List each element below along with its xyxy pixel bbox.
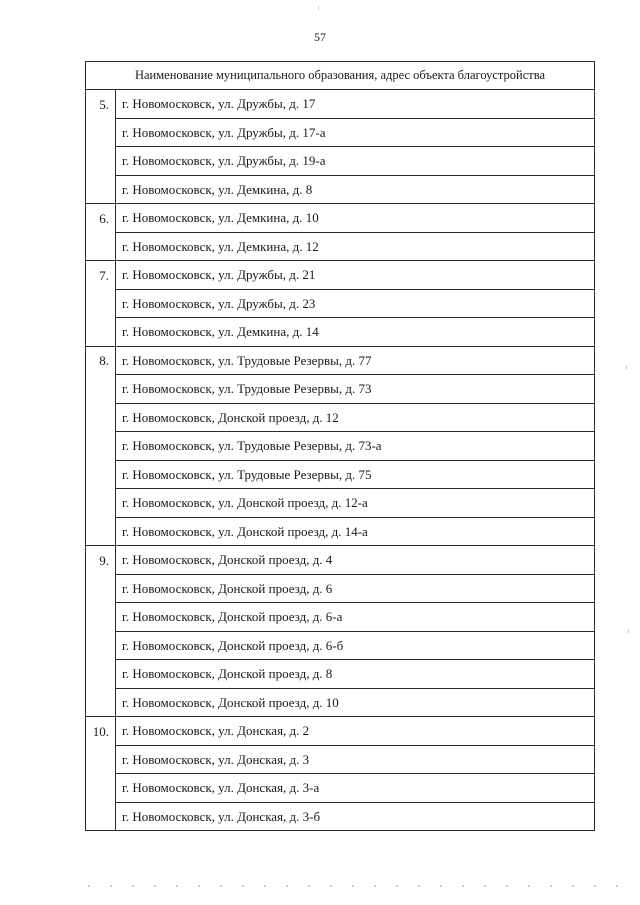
address-table bbox=[85, 61, 595, 831]
table-header: Наименование муниципального образования, адрес объекта благоустройства bbox=[86, 62, 595, 90]
group-number bbox=[86, 403, 116, 432]
address-cell: г. Новомосковск, ул. Дружбы, д. 19-а bbox=[116, 147, 595, 176]
scan-speck bbox=[318, 6, 319, 10]
group-number bbox=[86, 631, 116, 660]
group-number bbox=[86, 147, 116, 176]
address-cell: г. Новомосковск, ул. Донской проезд, д. 12-а bbox=[116, 489, 595, 518]
address-cell: г. Новомосковск, ул. Дружбы, д. 17-а bbox=[116, 118, 595, 147]
group-number: 7. bbox=[86, 261, 116, 290]
table-row bbox=[86, 745, 595, 774]
group-number: 5. bbox=[86, 90, 116, 119]
group-number: 10. bbox=[86, 717, 116, 746]
address-cell: г. Новомосковск, ул. Донская, д. 3-б bbox=[116, 802, 595, 831]
address-cell: г. Новомосковск, ул. Донской проезд, д. 14-а bbox=[116, 517, 595, 546]
address-cell: г. Новомосковск, ул. Демкина, д. 8 bbox=[116, 175, 595, 204]
table-row bbox=[86, 802, 595, 831]
table-row bbox=[86, 717, 595, 746]
group-number bbox=[86, 118, 116, 147]
address-cell: г. Новомосковск, ул. Донская, д. 3 bbox=[116, 745, 595, 774]
address-cell: г. Новомосковск, Донской проезд, д. 8 bbox=[116, 660, 595, 689]
address-cell: г. Новомосковск, Донской проезд, д. 6-б bbox=[116, 631, 595, 660]
table-row bbox=[86, 574, 595, 603]
table-row bbox=[86, 517, 595, 546]
address-cell: г. Новомосковск, ул. Трудовые Резервы, д. 77 bbox=[116, 346, 595, 375]
group-number bbox=[86, 489, 116, 518]
address-cell: г. Новомосковск, ул. Дружбы, д. 21 bbox=[116, 261, 595, 290]
address-cell: г. Новомосковск, Донской проезд, д. 10 bbox=[116, 688, 595, 717]
group-number bbox=[86, 774, 116, 803]
group-number: 9. bbox=[86, 546, 116, 575]
group-number: 8. bbox=[86, 346, 116, 375]
address-cell: г. Новомосковск, Донской проезд, д. 6-а bbox=[116, 603, 595, 632]
table-row bbox=[86, 631, 595, 660]
table-row bbox=[86, 489, 595, 518]
table-row bbox=[86, 688, 595, 717]
table-row bbox=[86, 232, 595, 261]
table-body bbox=[86, 90, 595, 831]
address-cell: г. Новомосковск, Донской проезд, д. 12 bbox=[116, 403, 595, 432]
address-cell: г. Новомосковск, ул. Трудовые Резервы, д. 73-а bbox=[116, 432, 595, 461]
table-row bbox=[86, 546, 595, 575]
table-row bbox=[86, 118, 595, 147]
group-number bbox=[86, 802, 116, 831]
address-cell: г. Новомосковск, ул. Дружбы, д. 17 bbox=[116, 90, 595, 119]
group-number bbox=[86, 517, 116, 546]
scan-speck bbox=[626, 366, 627, 369]
group-number bbox=[86, 745, 116, 774]
table-row bbox=[86, 261, 595, 290]
table-row bbox=[86, 403, 595, 432]
address-cell: г. Новомосковск, ул. Демкина, д. 10 bbox=[116, 204, 595, 233]
address-cell: г. Новомосковск, ул. Дружбы, д. 23 bbox=[116, 289, 595, 318]
page-number: 57 bbox=[314, 30, 326, 44]
group-number bbox=[86, 460, 116, 489]
address-cell: г. Новомосковск, ул. Трудовые Резервы, д. 73 bbox=[116, 375, 595, 404]
table-row bbox=[86, 204, 595, 233]
address-cell: г. Новомосковск, ул. Донская, д. 3-а bbox=[116, 774, 595, 803]
group-number bbox=[86, 175, 116, 204]
address-cell: г. Новомосковск, ул. Донская, д. 2 bbox=[116, 717, 595, 746]
group-number bbox=[86, 232, 116, 261]
table-row bbox=[86, 346, 595, 375]
group-number bbox=[86, 289, 116, 318]
group-number bbox=[86, 432, 116, 461]
group-number bbox=[86, 688, 116, 717]
address-cell: г. Новомосковск, ул. Демкина, д. 12 bbox=[116, 232, 595, 261]
group-number bbox=[86, 660, 116, 689]
table-row bbox=[86, 603, 595, 632]
table-row bbox=[86, 774, 595, 803]
scan-speck bbox=[628, 630, 629, 633]
group-number bbox=[86, 318, 116, 347]
address-cell: г. Новомосковск, ул. Трудовые Резервы, д. 75 bbox=[116, 460, 595, 489]
table-row bbox=[86, 460, 595, 489]
table-row bbox=[86, 660, 595, 689]
group-number bbox=[86, 603, 116, 632]
group-number: 6. bbox=[86, 204, 116, 233]
table-row bbox=[86, 432, 595, 461]
table-row bbox=[86, 375, 595, 404]
table-row bbox=[86, 318, 595, 347]
table-header-row bbox=[86, 62, 595, 90]
group-number bbox=[86, 574, 116, 603]
table-row bbox=[86, 289, 595, 318]
table-row bbox=[86, 90, 595, 119]
table-row bbox=[86, 175, 595, 204]
address-cell: г. Новомосковск, Донской проезд, д. 6 bbox=[116, 574, 595, 603]
table-row bbox=[86, 147, 595, 176]
address-cell: г. Новомосковск, ул. Демкина, д. 14 bbox=[116, 318, 595, 347]
address-cell: г. Новомосковск, Донской проезд, д. 4 bbox=[116, 546, 595, 575]
scan-footer-noise bbox=[88, 885, 628, 887]
group-number bbox=[86, 375, 116, 404]
